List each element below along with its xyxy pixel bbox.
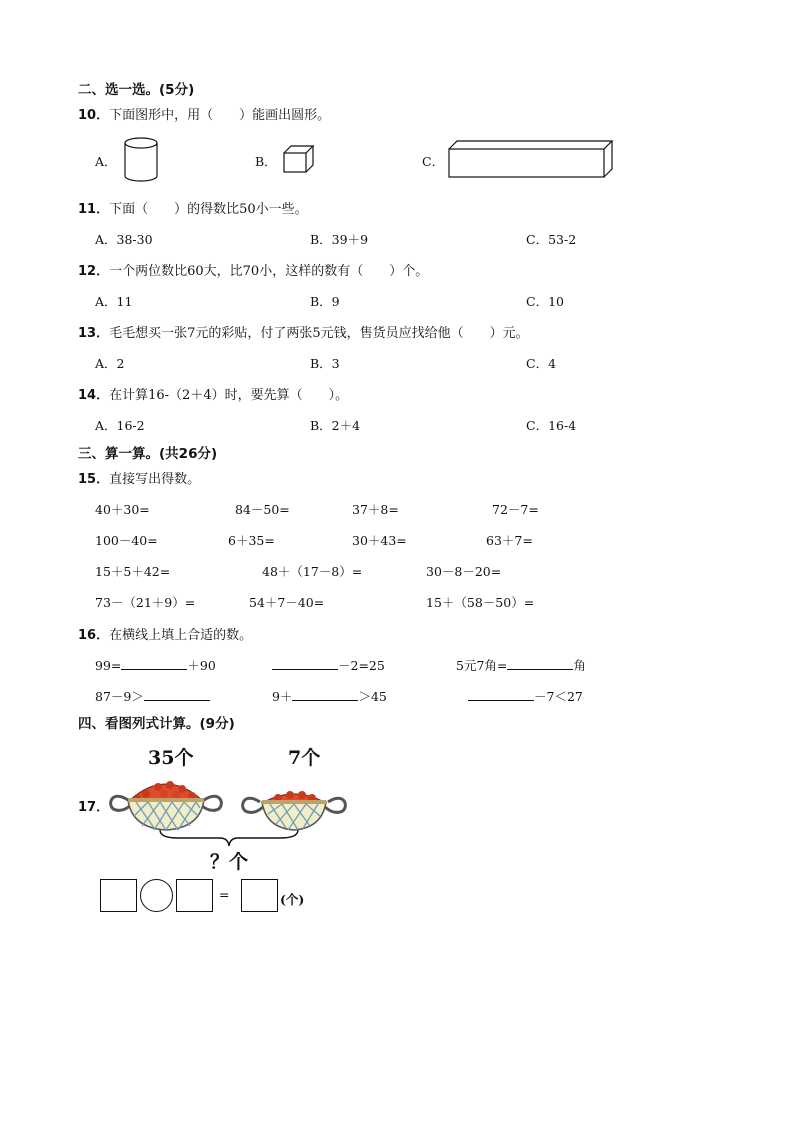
cylinder-figure: [122, 136, 162, 184]
fill-text: 87－9＞: [95, 689, 144, 704]
fill-text: 9＋: [272, 689, 293, 704]
fill-item: [456, 656, 586, 674]
fill-blank[interactable]: [121, 657, 187, 670]
q10-option-c: C．: [422, 154, 445, 169]
q12-option-b: B．9: [310, 294, 340, 309]
q13-option-a: A．2: [95, 356, 125, 371]
question-11: 11．下面（ ）的得数比50小一些。: [78, 202, 308, 217]
fill-item: [272, 656, 385, 674]
q11-option-a: A．38-30: [95, 232, 153, 247]
calc-item: 48＋（17－8）=: [262, 564, 363, 579]
calc-item: 30＋43=: [352, 533, 407, 548]
q12-option-c: C．10: [526, 294, 564, 309]
q11-option-b: B．39＋9: [310, 232, 369, 247]
calc-item: 72－7=: [492, 502, 539, 517]
calc-item: 63＋7=: [486, 533, 533, 548]
q14-number: 14: [78, 388, 97, 403]
fill-text: ＋90: [187, 658, 216, 673]
q14-option-a: A．16-2: [95, 418, 145, 433]
question-13: 13．毛毛想买一张7元的彩贴，付了两张5元钱，售货员应找给他（ ）元。: [78, 326, 529, 341]
unit-label: (个): [280, 892, 305, 907]
calc-item: 84－50=: [235, 502, 290, 517]
q11-option-c: C．53-2: [526, 232, 577, 247]
q15-number: 15: [78, 472, 97, 487]
fill-text: 5元7角=: [456, 658, 508, 673]
question-12: 12．一个两位数比60大，比70小，这样的数有（ ）个。: [78, 264, 429, 279]
question-10: 10．下面图形中，用（ ）能画出圆形。: [78, 108, 331, 123]
fill-text: ＞45: [358, 689, 387, 704]
question-16: 16．在横线上填上合适的数。: [78, 628, 253, 643]
q10-option-a: A．: [95, 154, 117, 169]
calc-item: 37＋8=: [352, 502, 399, 517]
answer-box-second-number[interactable]: [176, 879, 213, 912]
q17-number: 17．: [78, 800, 110, 815]
q10-option-b: B．: [255, 154, 277, 169]
calc-item: 30－8－20=: [426, 564, 502, 579]
calc-item: 15＋（58－50）=: [426, 595, 535, 610]
left-basket-count: 35个: [148, 747, 194, 769]
answer-box-result[interactable]: [241, 879, 278, 912]
q12-option-a: A．11: [95, 294, 133, 309]
equals-sign: =: [219, 887, 230, 902]
fill-blank[interactable]: [144, 688, 210, 701]
section2-title: 二、选一选。(5分): [78, 82, 195, 98]
q10-number: 10: [78, 108, 97, 123]
section3-title: 三、算一算。(共26分): [78, 446, 218, 462]
q14-option-c: C．16-4: [526, 418, 577, 433]
answer-box-first-number[interactable]: [100, 879, 137, 912]
fill-text: 99=: [95, 658, 122, 673]
q15-text: 直接写出得数。: [109, 472, 201, 487]
calc-item: 6＋35=: [228, 533, 275, 548]
fill-item: [95, 687, 210, 705]
cuboid-figure: [447, 139, 615, 181]
q16-text: 在横线上填上合适的数。: [109, 628, 253, 643]
total-unknown-label: ？个: [210, 851, 249, 873]
fill-blank[interactable]: [468, 688, 534, 701]
fill-blank[interactable]: [272, 657, 338, 670]
q10-text: 下面图形中，用（ ）能画出圆形。: [109, 108, 331, 123]
fill-item: [95, 656, 216, 674]
fill-text: 角: [573, 658, 586, 673]
calc-item: 100－40=: [95, 533, 158, 548]
q13-option-c: C．4: [526, 356, 557, 371]
fill-text: －2=25: [338, 658, 385, 673]
calc-item: 15＋5＋42=: [95, 564, 171, 579]
calc-item: 73－（21＋9）=: [95, 595, 196, 610]
question-15: 15．直接写出得数。: [78, 472, 201, 487]
q12-number: 12: [78, 264, 97, 279]
right-basket-count: 7个: [288, 747, 321, 769]
q11-number: 11: [78, 202, 97, 217]
q13-text: 毛毛想买一张7元的彩贴，付了两张5元钱，售货员应找给他（ ）元。: [109, 326, 529, 341]
q14-text: 在计算16-（2＋4）时，要先算（ ）。: [109, 388, 349, 403]
cube-figure: [282, 144, 316, 174]
q11-text: 下面（ ）的得数比50小一些。: [109, 202, 308, 217]
q16-number: 16: [78, 628, 97, 643]
calc-item: 40＋30=: [95, 502, 150, 517]
fill-item: [468, 687, 583, 705]
fill-blank[interactable]: [292, 688, 358, 701]
fill-text: －7＜27: [534, 689, 583, 704]
calc-item: 54＋7－40=: [249, 595, 325, 610]
answer-circle-operator[interactable]: [140, 879, 173, 912]
section4-title: 四、看图列式计算。(9分): [78, 716, 235, 732]
q14-option-b: B．2＋4: [310, 418, 361, 433]
fill-item: [272, 687, 387, 705]
q13-number: 13: [78, 326, 97, 341]
fill-blank[interactable]: [507, 657, 573, 670]
question-14: 14．在计算16-（2＋4）时，要先算（ ）。: [78, 388, 349, 403]
q13-option-b: B．3: [310, 356, 340, 371]
q12-text: 一个两位数比60大，比70小，这样的数有（ ）个。: [109, 264, 429, 279]
